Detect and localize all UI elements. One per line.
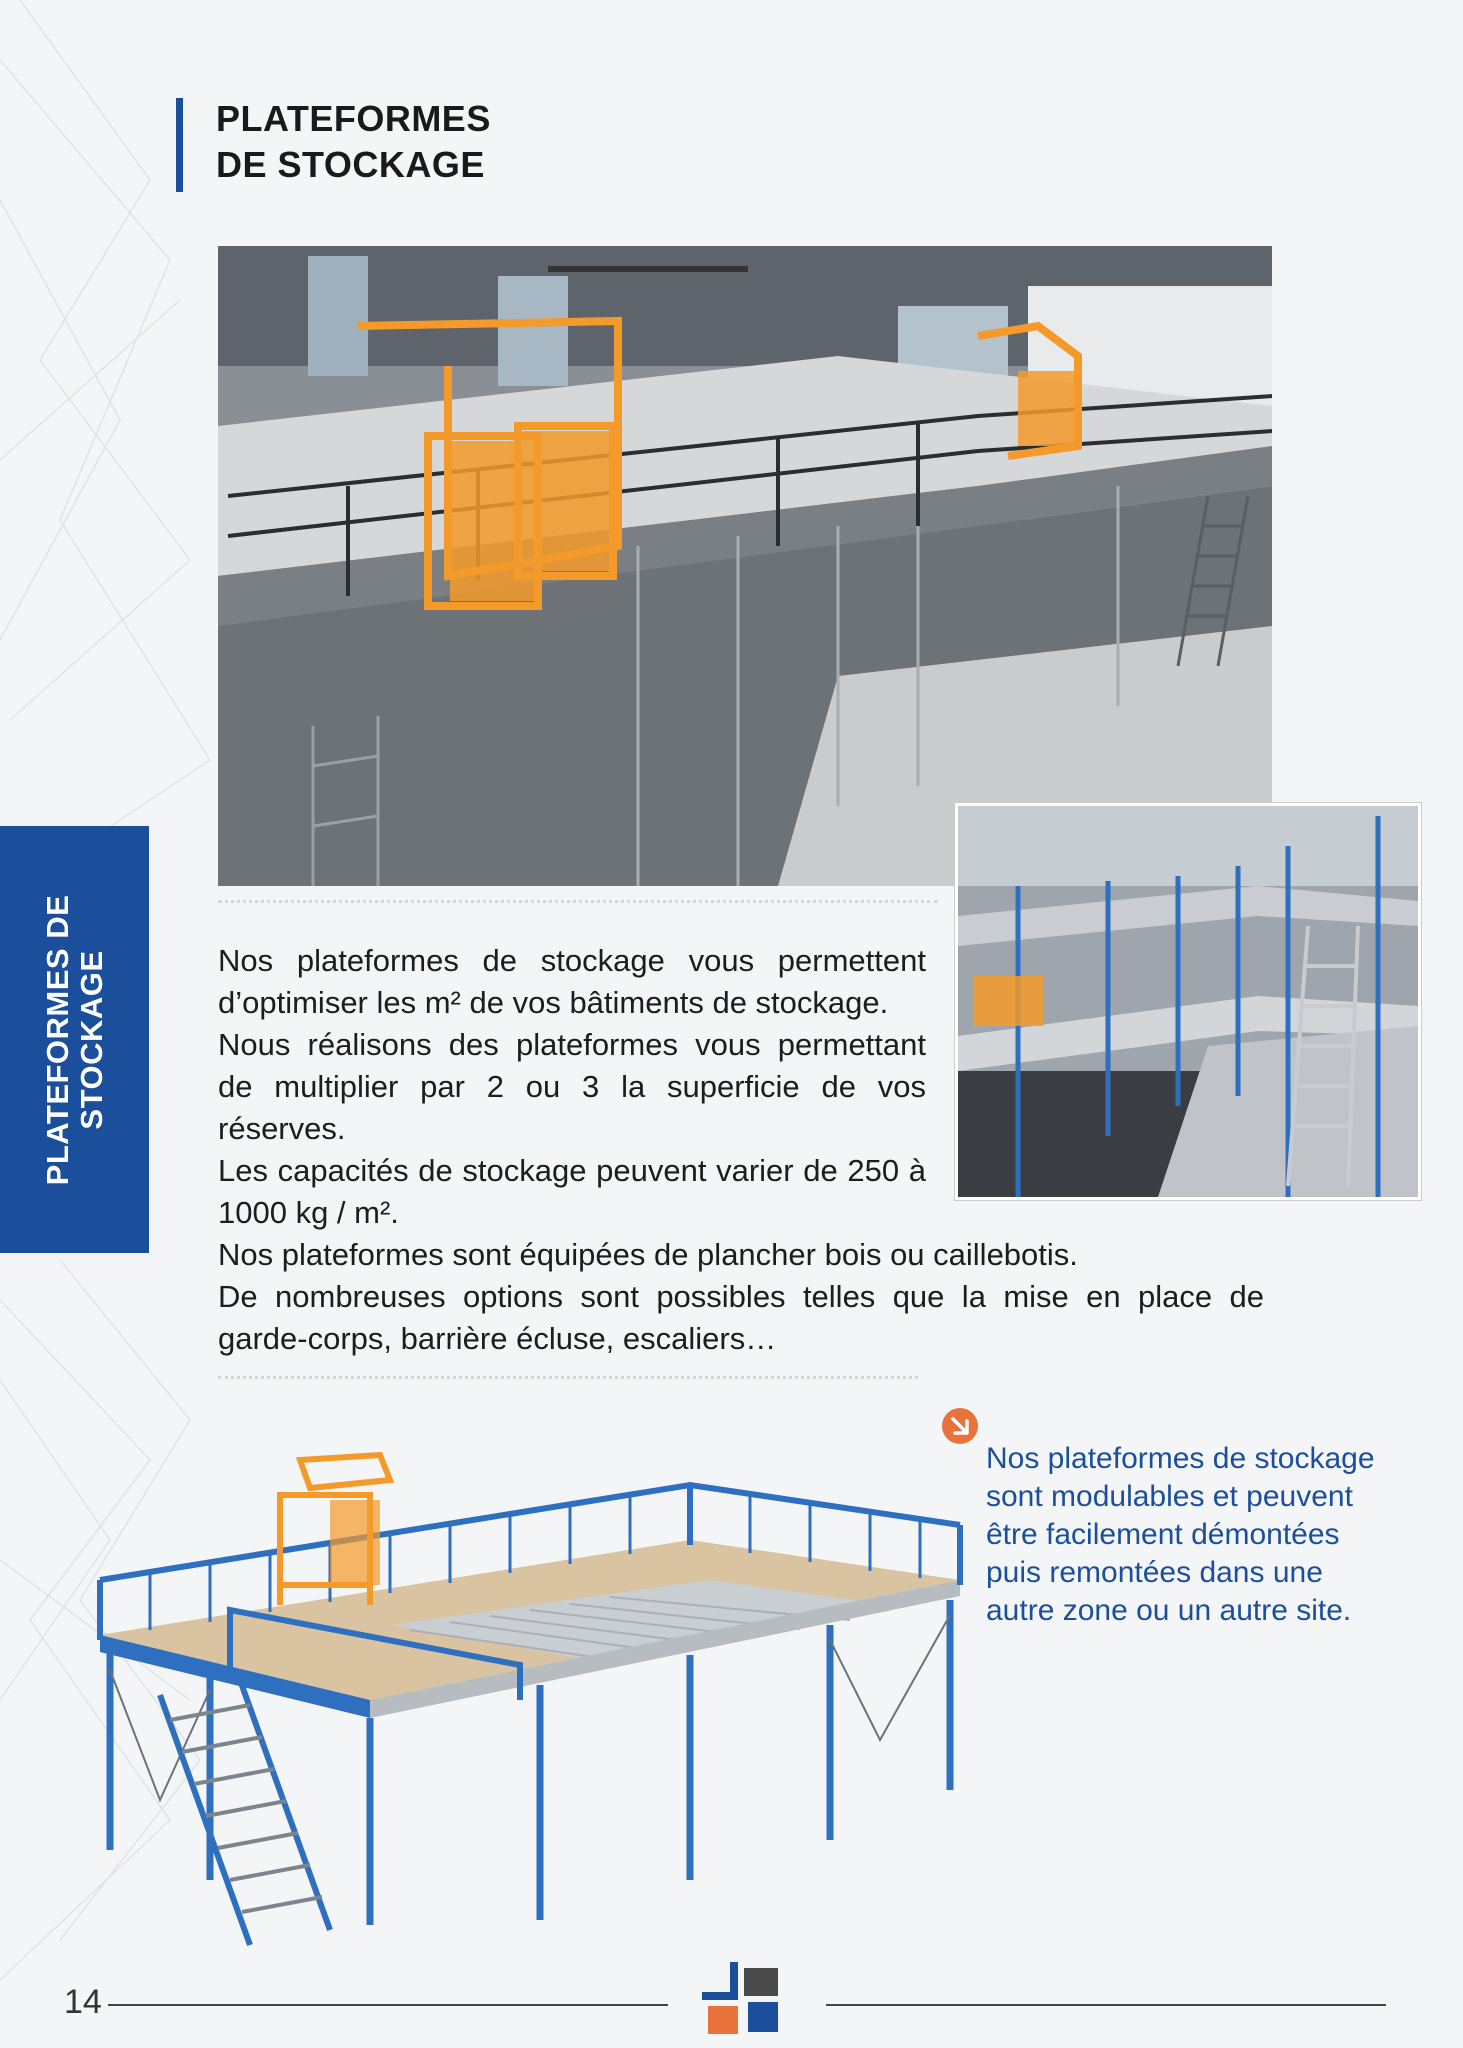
platform-3d-drawing xyxy=(90,1400,970,1960)
page-number: 14 xyxy=(64,1983,102,2021)
title-accent-bar xyxy=(176,98,183,192)
side-tab-label: PLATEFORMES DE STOCKAGE xyxy=(39,894,109,1185)
intro-text xyxy=(218,940,1264,1360)
section-side-tab xyxy=(0,826,149,1253)
intro-paragraph-3: Les capacités de stockage peuvent varier de 250 à 1000 kg / m². xyxy=(218,1153,926,1230)
dotted-divider-top xyxy=(218,900,938,903)
dotted-divider-bottom xyxy=(218,1376,918,1379)
intro-paragraph-2: Nous réalisons des plateformes vous permettant de multiplier par 2 ou 3 la superficie de vos réserves. xyxy=(218,1027,926,1146)
callout-text xyxy=(986,1440,1386,1630)
intro-paragraph-1: Nos plateformes de stockage vous permettent d’optimiser les m² de vos bâtiments de stockage. xyxy=(218,943,926,1020)
page-title-line-2: DE STOCKAGE xyxy=(216,144,485,185)
company-logo xyxy=(694,1962,794,2044)
callout-paragraph: Nos plateformes de stockage sont modulables et peuvent être facilement démontées puis remontées dans une autre zone ou un autre site. xyxy=(986,1442,1375,1627)
warehouse-platform-photo xyxy=(218,246,1272,886)
footer-rule-right xyxy=(826,2004,1386,2006)
intro-paragraph-5: De nombreuses options sont possibles telles que la mise en place de garde-corps, barrière écluse, escaliers… xyxy=(218,1279,1264,1356)
page-title xyxy=(216,96,491,188)
page-title-line-1: PLATEFORMES xyxy=(216,98,491,139)
footer-rule-left xyxy=(108,2004,668,2006)
intro-paragraph-4: Nos plateformes sont équipées de plancher bois ou caillebotis. xyxy=(218,1237,1078,1272)
arrow-down-right-icon xyxy=(942,1408,978,1444)
